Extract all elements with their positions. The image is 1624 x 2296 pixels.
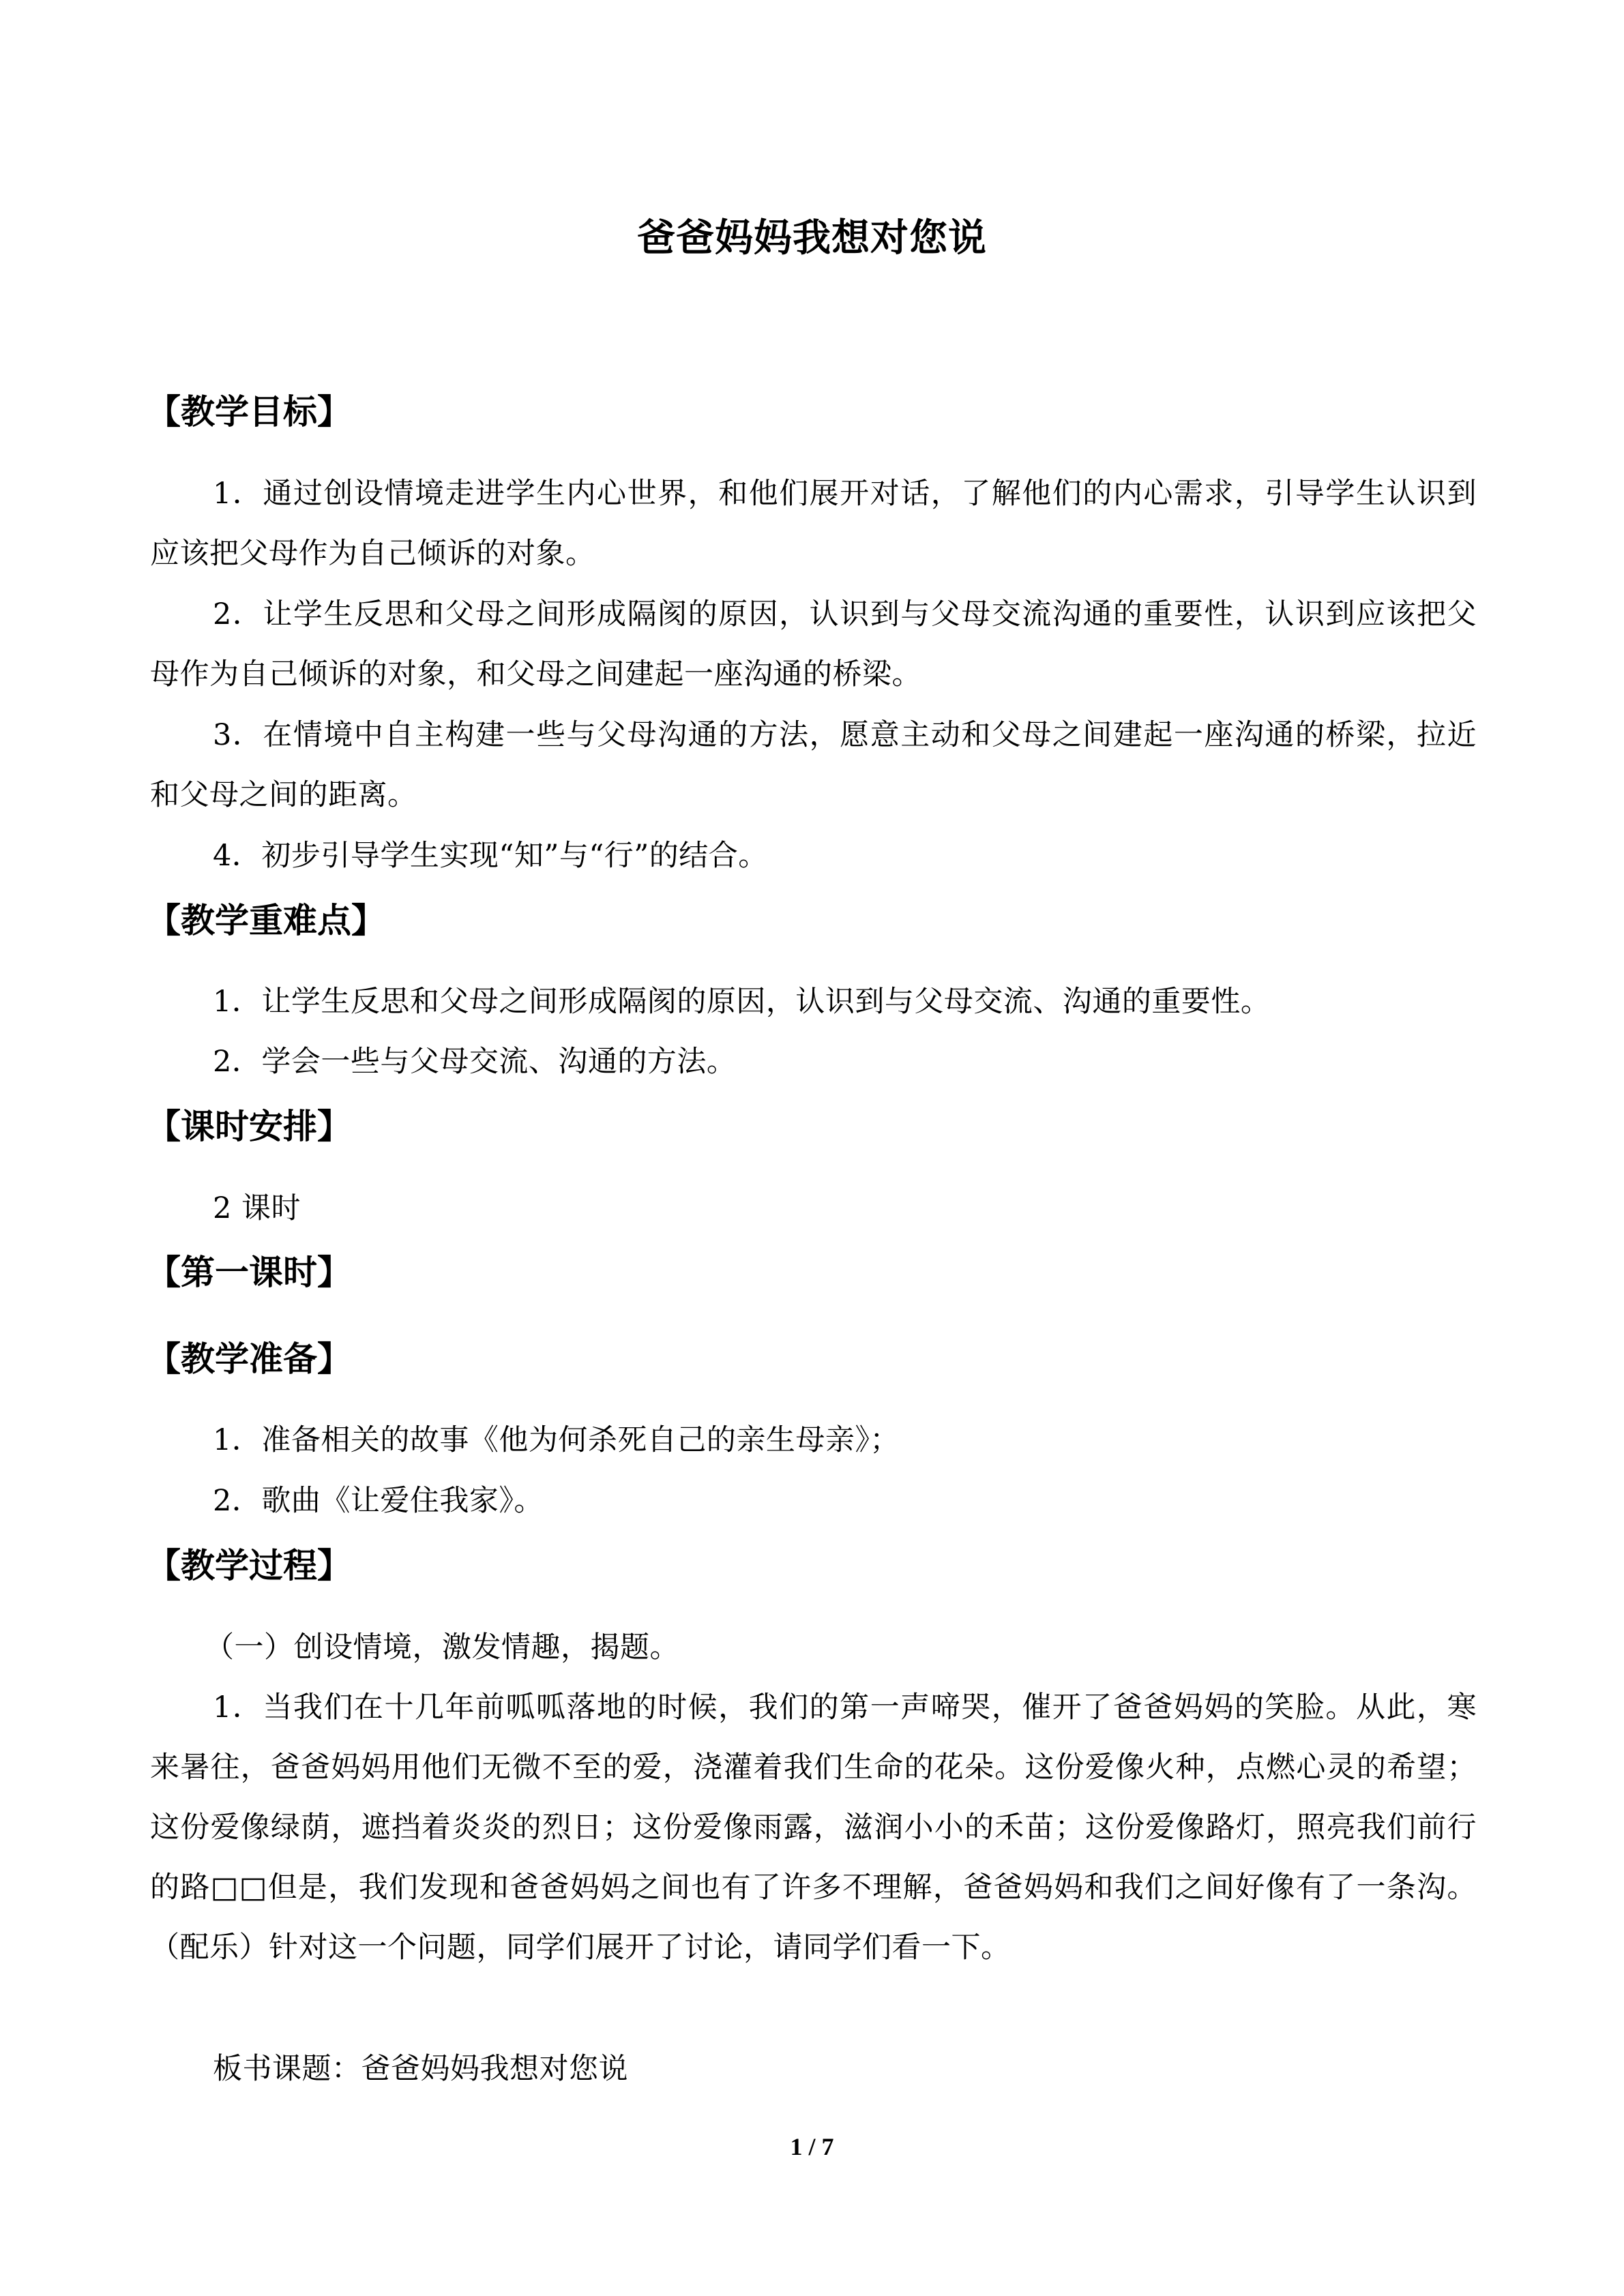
process-step-title: （一）创设情境，激发情趣，揭题。: [205, 1630, 679, 1665]
document-title: 爸爸妈妈我想对您说: [637, 216, 987, 260]
heading-schedule: 【课时安排】: [147, 1107, 351, 1146]
preparation-item-2: 2．歌曲《让爱住我家》。: [213, 1484, 544, 1518]
objective-item-2: 2．让学生反思和父母之间形成隔阂的原因，认识到与父母交流沟通的重要性，认识到应该把父母作为自己倾诉的对象，和父母之间建起一座沟通的桥梁。: [150, 597, 1477, 691]
heading-process: 【教学过程】: [147, 1546, 351, 1585]
objective-item-1: 1．通过创设情境走进学生内心世界，和他们展开对话，了解他们的内心需求，引导学生认识到应该把父母作为自己倾诉的对象。: [150, 477, 1477, 571]
objective-item-4: 4．初步引导学生实现“知”与“行”的结合。: [213, 839, 768, 873]
heading-preparation: 【教学准备】: [147, 1339, 351, 1379]
heading-first-lesson: 【第一课时】: [147, 1253, 351, 1292]
key-point-item-2: 2．学会一些与父母交流、沟通的方法。: [213, 1045, 737, 1079]
preparation-item-1: 1．准备相关的故事《他为何杀死自己的亲生母亲》；: [213, 1423, 900, 1457]
schedule-text: 2 课时: [213, 1191, 301, 1225]
board-title: 板书课题：爸爸妈妈我想对您说: [213, 2052, 628, 2086]
objective-item-3: 3．在情境中自主构建一些与父母沟通的方法，愿意主动和父母之间建起一座沟通的桥梁，拉近和父母之间的距离。: [150, 718, 1477, 812]
heading-key-points: 【教学重难点】: [147, 901, 385, 940]
heading-objectives: 【教学目标】: [147, 392, 351, 432]
process-paragraph: 1．当我们在十几年前呱呱落地的时候，我们的第一声啼哭，催开了爸爸妈妈的笑脸。从此，寒来暑往，爸爸妈妈用他们无微不至的爱，浇灌着我们生命的花朵。这份爱像火种，点燃心灵的希望；这份爱像绿荫，遮挡着炎炎的烈日；这份爱像雨露，滋润小小的禾苗；这份爱像路灯，照亮我们前行的路□□但是，我们发现和爸爸妈妈之间也有了许多不理解，爸爸妈妈和我们之间好像有了一条沟。（配乐）针对这一个问题，同学们展开了讨论，请同学们看一下。: [150, 1690, 1477, 1965]
key-point-item-1: 1．让学生反思和父母之间形成隔阂的原因，认识到与父母交流、沟通的重要性。: [213, 985, 1271, 1019]
page-indicator: 1 / 7: [790, 2133, 834, 2160]
